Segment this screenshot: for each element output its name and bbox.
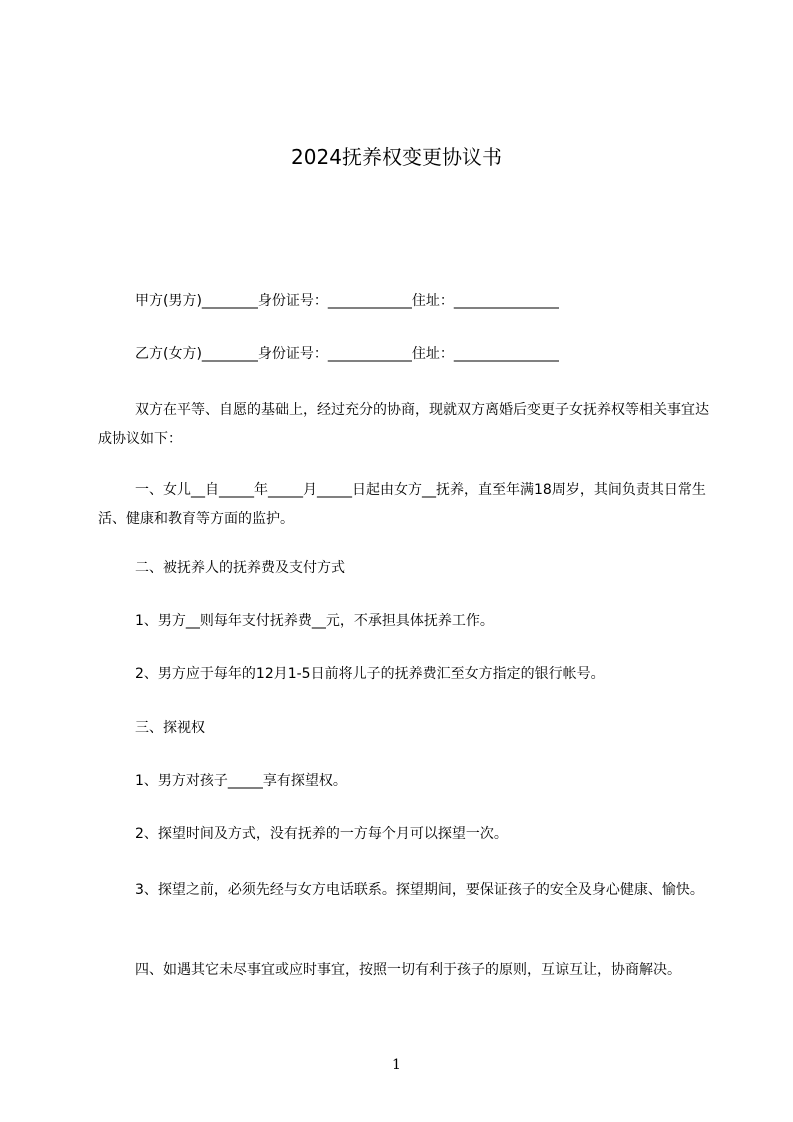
document-title: 2024抚养权变更协议书 [291, 145, 502, 169]
clause-3-item-1: 1、男方对孩子_____享有探望权。 [135, 773, 347, 789]
page-number: 1 [392, 1057, 401, 1073]
clause-2-heading: 二、被抚养人的抚养费及支付方式 [135, 560, 345, 576]
clause-3-item-3: 3、探望之前，必须先经与女方电话联系。探望期间，要保证孩子的安全及身心健康、愉快。 [135, 882, 704, 898]
party-b-line: 乙方(女方)________身份证号：____________住址：_______________ [135, 346, 559, 362]
clause-3-heading: 三、探视权 [135, 720, 205, 736]
party-a-line: 甲方(男方)________身份证号：____________住址：_______________ [135, 293, 559, 309]
agreement-intro: 双方在平等、自愿的基础上，经过充分的协商，现就双方离婚后变更子女抚养权等相关事宜达成协议如下： [98, 402, 709, 447]
clause-2-item-1: 1、男方__则每年支付抚养费__元，不承担具体抚养工作。 [135, 613, 494, 629]
clause-3-item-2: 2、探望时间及方式，没有抚养的一方每个月可以探望一次。 [135, 826, 508, 842]
clause-2-item-2: 2、男方应于每年的12月1-5日前将儿子的抚养费汇至女方指定的银行帐号。 [135, 666, 605, 682]
clause-1-custody: 一、女儿__自_____年_____月_____日起由女方__抚养，直至年满18周岁，其间负责其日常生活、健康和教育等方面的监护。 [98, 482, 706, 527]
clause-4: 四、如遇其它未尽事宜或应时事宜，按照一切有利于孩子的原则，互谅互让，协商解决。 [135, 962, 681, 978]
